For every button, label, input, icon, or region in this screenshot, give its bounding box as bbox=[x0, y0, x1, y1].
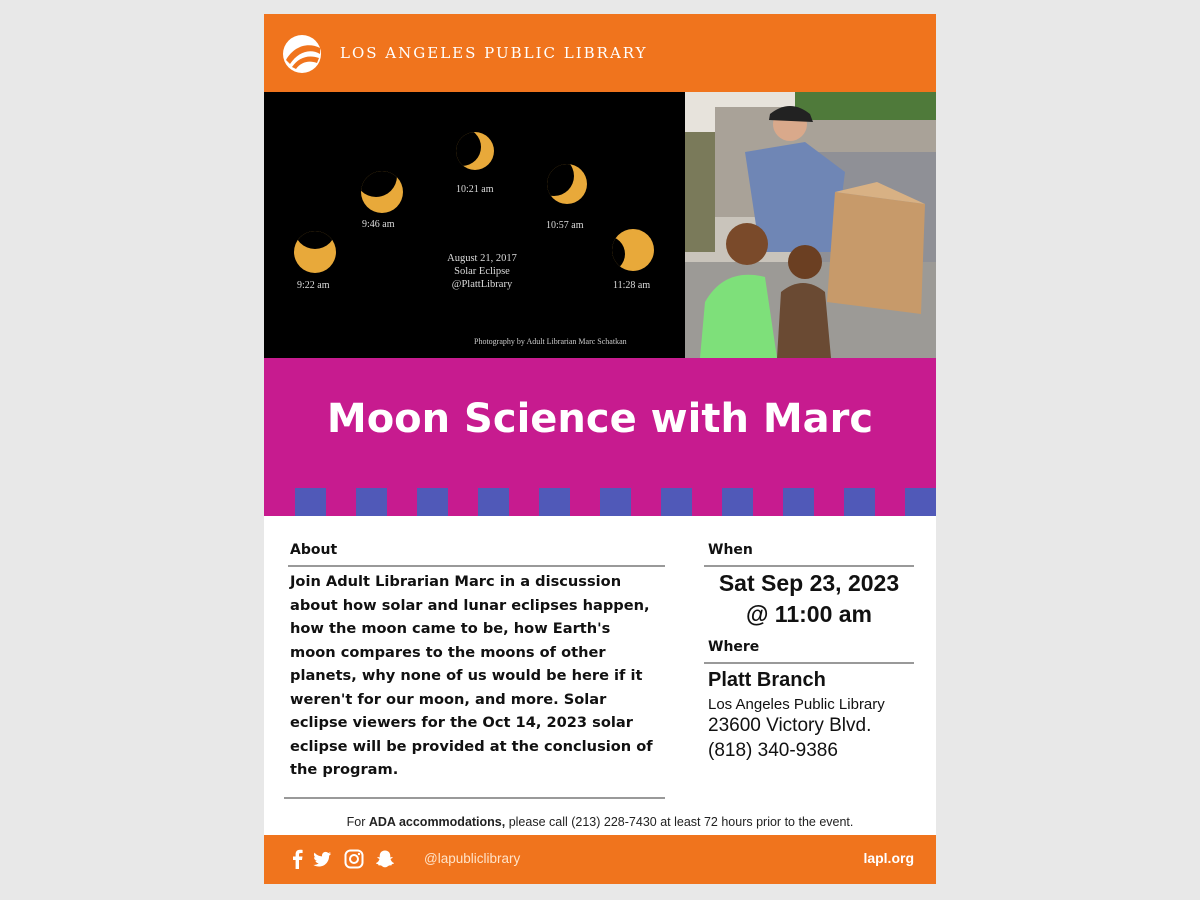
eclipse-caption-date: August 21, 2017 bbox=[447, 253, 517, 264]
eclipse-sun-icon bbox=[360, 170, 404, 214]
eclipse-time-label: 9:46 am bbox=[362, 219, 395, 230]
branch-address: 23600 Victory Blvd. bbox=[708, 715, 872, 736]
title-band bbox=[264, 358, 936, 516]
eclipse-caption-handle: @PlattLibrary bbox=[451, 279, 513, 290]
decor-square bbox=[905, 488, 936, 516]
eclipse-time-label: 9:22 am bbox=[297, 280, 330, 291]
ada-prefix: For bbox=[346, 815, 369, 829]
website-link[interactable]: lapl.org bbox=[863, 850, 914, 866]
where-heading: Where bbox=[708, 639, 760, 655]
ada-suffix: please call (213) 228-7430 at least 72 hours prior to the event. bbox=[505, 815, 854, 829]
decor-square bbox=[600, 488, 631, 516]
divider bbox=[704, 565, 914, 567]
event-title: Moon Science with Marc bbox=[326, 396, 874, 442]
event-flyer bbox=[264, 14, 936, 884]
eclipse-sun-icon bbox=[293, 230, 337, 274]
when-heading: When bbox=[708, 542, 753, 558]
about-description: Join Adult Librarian Marc in a discussion about how solar and lunar eclipses happen, how the moon came to be, how Earth's moon compares to the moons of other planets, why none of us would be here if it weren't for our moon, and more. Solar eclipse viewers for the Oct 14, 2023 solar eclipse will be provided at the conclusion of the program. bbox=[290, 573, 653, 778]
decor-square bbox=[844, 488, 875, 516]
eclipse-sun-icon bbox=[546, 162, 588, 206]
event-datetime bbox=[704, 568, 914, 630]
facebook-icon[interactable] bbox=[288, 849, 308, 869]
decor-square bbox=[356, 488, 387, 516]
decor-square bbox=[295, 488, 326, 516]
instagram-icon[interactable] bbox=[344, 849, 364, 869]
branch-phone: (818) 340-9386 bbox=[708, 740, 838, 761]
photo-strip bbox=[264, 92, 936, 358]
decor-square bbox=[661, 488, 692, 516]
decor-square bbox=[722, 488, 753, 516]
decor-square bbox=[783, 488, 814, 516]
social-handle[interactable]: @lapubliclibrary bbox=[424, 851, 521, 866]
about-heading: About bbox=[290, 542, 338, 558]
eclipse-caption bbox=[414, 252, 550, 291]
divider bbox=[284, 797, 665, 799]
eclipse-photo bbox=[264, 92, 685, 358]
eclipse-sun-icon bbox=[456, 129, 494, 173]
photo-credit: Photography by Adult Librarian Marc Schatkan bbox=[474, 337, 627, 346]
branch-name: Platt Branch bbox=[708, 669, 826, 691]
eclipse-time-label: 11:28 am bbox=[613, 280, 651, 291]
twitter-icon[interactable] bbox=[312, 849, 332, 869]
decor-square bbox=[478, 488, 509, 516]
event-time: @ 11:00 am bbox=[745, 601, 872, 627]
eclipse-sun-icon bbox=[611, 228, 655, 272]
eclipse-time-label: 10:21 am bbox=[456, 184, 494, 195]
decor-square bbox=[539, 488, 570, 516]
decorative-squares bbox=[264, 488, 936, 516]
eclipse-time-label: 10:57 am bbox=[546, 220, 584, 231]
eclipse-caption-title: Solar Eclipse bbox=[454, 266, 510, 277]
event-date: Sat Sep 23, 2023 bbox=[718, 570, 900, 596]
divider bbox=[288, 565, 665, 567]
ada-bold: ADA accommodations, bbox=[368, 815, 506, 829]
library-name: Los Angeles Public Library bbox=[708, 696, 885, 713]
snapchat-icon[interactable] bbox=[375, 849, 395, 869]
header-bar bbox=[264, 14, 936, 92]
org-name: LOS ANGELES PUBLIC LIBRARY bbox=[340, 44, 648, 62]
ada-notice bbox=[264, 815, 936, 829]
lapl-logo bbox=[282, 34, 322, 74]
footer-bar bbox=[264, 835, 936, 884]
divider bbox=[704, 662, 914, 664]
decor-square bbox=[417, 488, 448, 516]
presenter-photo bbox=[685, 92, 936, 358]
